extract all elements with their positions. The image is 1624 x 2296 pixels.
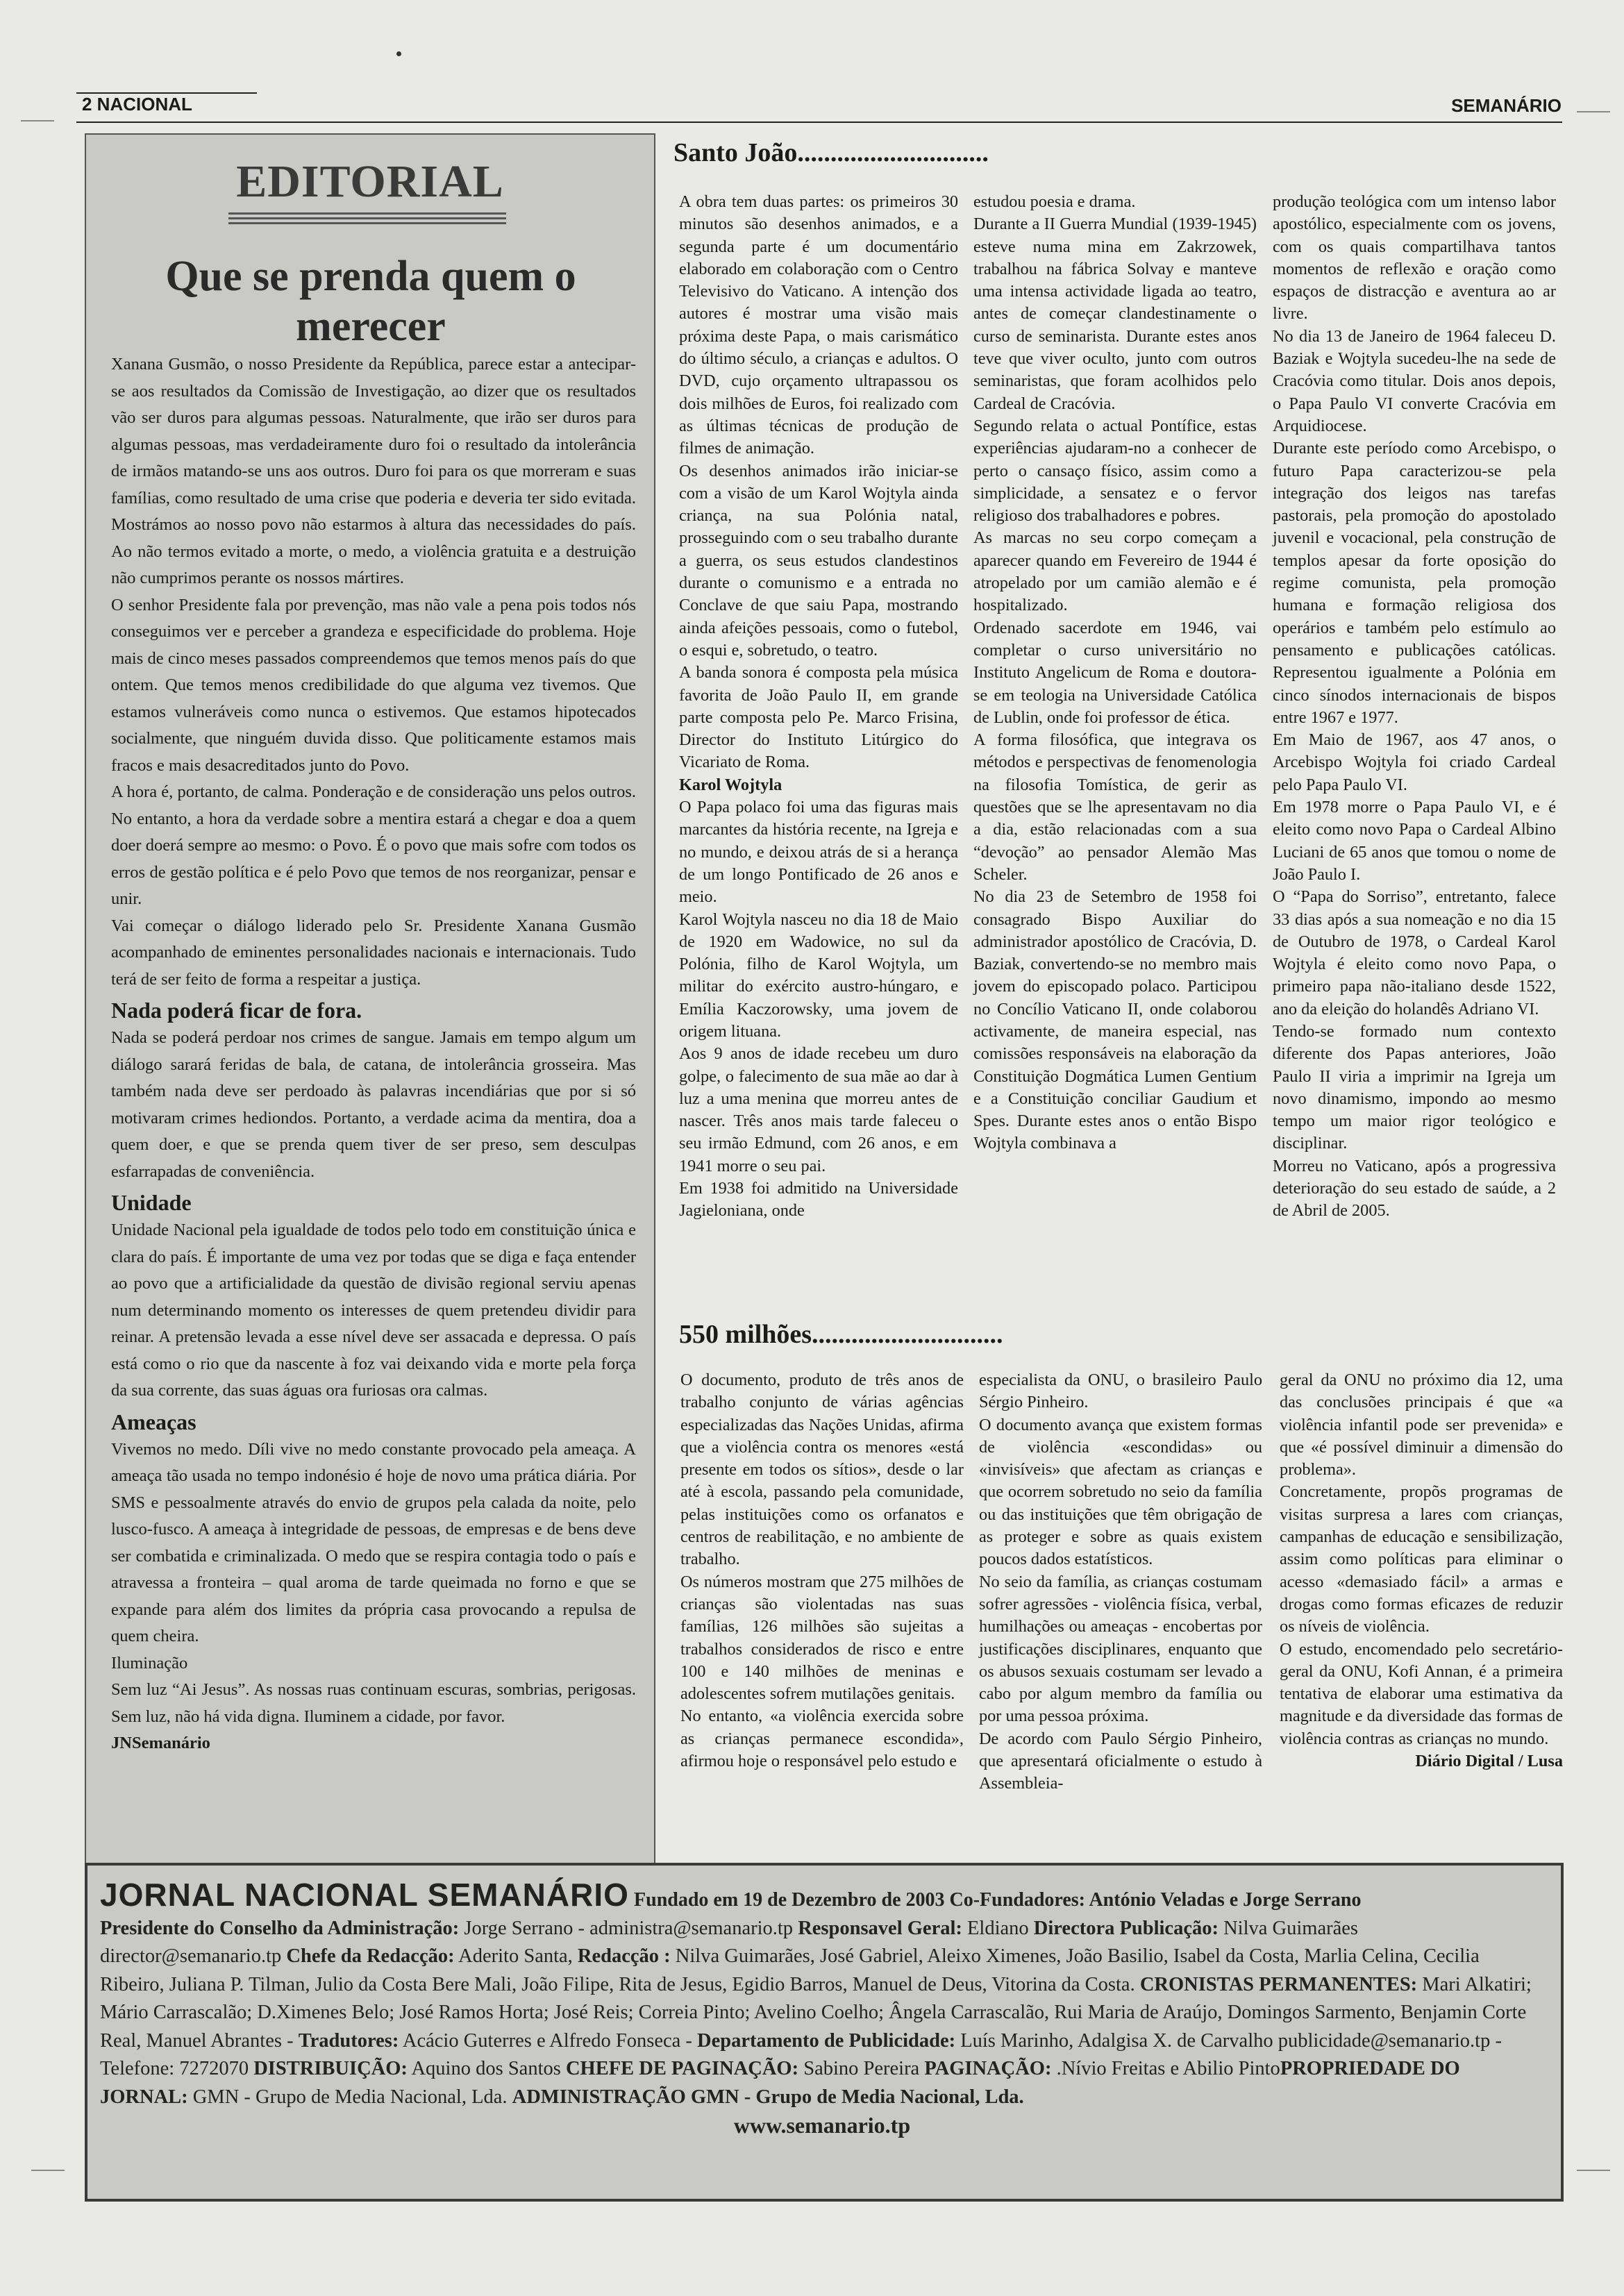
margin-mark [31, 2170, 65, 2171]
credit-key: PAGINAÇÃO: [924, 2058, 1052, 2079]
editorial-box [85, 133, 655, 1866]
editorial-label: EDITORIAL [236, 156, 504, 207]
credit-value: Nilva Guimarães, José Gabriel, Aleixo Ximenes, João Basilio, Isabel da Costa, Marlia Celina, Cecilia Ribeiro, Juliana P. Tilman, Julio da Costa Bere Mali, João Filipe, Rita de Jesus, Egidio Barros, Manuel de Deus, Vitorina da Costa. [100, 1945, 1480, 1995]
article-paragraph: A obra tem duas partes: os primeiros 30 minutos são desenhos animados, e a segunda parte é um documentário elaborado em colaboração com o Centro Televisivo do Vaticano. A intenção dos autores é mostrar uma visão mais próxima deste Papa, o mais carismático do último século, a crianças e adultos. O DVD, cujo orçamento ultrapassou os dois milhões de Euros, foi realizado com as últimas técnicas de produção de filmes de animação. [679, 192, 958, 458]
article-paragraph: Aos 9 anos de idade recebeu um duro golpe, o falecimento de sua mãe ao dar à luz a uma menina que morreu antes de nascer. Três anos mais tarde faleceu o seu irmão Edmund, com 26 anos, e em 1941 morre o seu pai. [679, 1044, 958, 1175]
article-paragraph: Tendo-se formado num contexto diferente dos Papas anteriores, João Paulo II viria a imprimir na Igreja um novo dinamismo, impondo ao mesmo tempo um maior rigor teológico e disciplinar. [1273, 1021, 1556, 1153]
masthead-name: JORNAL NACIONAL SEMANÁRIO [100, 1877, 629, 1913]
article-paragraph: O documento avança que existem formas de violência «escondidas» ou «invisíveis» que afectam as crianças e que ocorrem sobretudo no seio da família ou das instituições que têm obrigação de as proteger e sobre as quais existem poucos dados estatísticos. [979, 1415, 1262, 1569]
credit-key: DISTRIBUIÇÃO: [253, 2058, 408, 2079]
milhoes-column-2 [979, 1369, 1262, 1795]
masthead-founded: Fundado em 19 de Dezembro de 2003 Co-Fundadores: António Veladas e Jorge Serrano [634, 1889, 1362, 1911]
article-paragraph: Os desenhos animados irão iniciar-se com a visão de um Karol Wojtyla ainda criança, na sua Polónia natal, prosseguindo com o seu trabalho durante a guerra, os seus estudos clandestinos durante o comunismo e a entrada no Conclave de que saiu Papa, mostrando ainda afeições pessoais, como o futebol, o esqui e, sobretudo, o teatro. [679, 461, 958, 660]
article-paragraph: produção teológica com um intenso labor apostólico, especialmente com os jovens, com os quais compartilhava tantos momentos de reflexão e oração como espaços de distracção e aventura ao ar livre. [1273, 192, 1556, 324]
credit-value: GMN - Grupo de Media Nacional, Lda. [187, 2086, 512, 2108]
article-paragraph: geral da ONU no próximo dia 12, uma das conclusões principais é que «a violência infantil pode ser prevenida» e que «é possível diminuir a dimensão do problema». [1280, 1371, 1563, 1480]
margin-mark [1577, 2170, 1610, 2171]
editorial-paragraph: Vivemos no medo. Díli vive no medo constante provocado pela ameaça. A ameaça tão usada no tempo indonésio é hoje de novo uma prática diária. Por SMS e pessoalmente através do envio de grupos pela calada da noite, pelo lusco-fusco. A ameaça à integridade de pessoas, de empresas e de bens deve ser combatida e criminalizada. O medo que se respira contagia todo o país e atravessa a fronteira – qual aroma de tarde queimada no forno e que se expande para além dos limites da própria casa provocando a repulsa de quem cheira. [111, 1439, 636, 1645]
credit-key: Presidente do Conselho da Administração: [100, 1917, 460, 1939]
article-paragraph: No entanto, «a violência exercida sobre as crianças permanece escondida», afirmou hoje o responsável pelo estudo e [680, 1707, 964, 1771]
credit-key: Directora Publicação: [1033, 1917, 1219, 1939]
editorial-paragraph: A hora é, portanto, de calma. Ponderação e de consideração uns pelos outros. No entanto, a hora da verdade sobre a mentira estará a chegar e doa a quem doer doerá sempre ao mesmo: o Povo. É o povo que mais sofre com todos os erros de gestão política e é pelo Povo que temos de nos reorganizar, pensar e unir. [111, 782, 636, 908]
editorial-paragraph: Vai começar o diálogo liderado pelo Sr. Presidente Xanana Gusmão acompanhado de eminentes personalidades nacionais e internacionais. Tudo terá de ser feito de forma a respeitar a justiça. [111, 916, 636, 989]
credit-value: .Nívio Freitas e Abilio Pinto [1051, 2058, 1280, 2079]
editorial-paragraph: Nada se poderá perdoar nos crimes de sangue. Jamais em tempo algum um diálogo sarará feridas de bala, de catana, de intolerância grosseira. Mas também nada deve ser perdoado às palavras incendiárias que por si só motivaram crimes hediondos. Portanto, a verdade acima da mentira, doa a quem doer, e que se prenda quem tiver de ser preso, sem desculpas esfarrapadas de conveniência. [111, 1028, 636, 1181]
credit-key: Responsavel Geral: [798, 1917, 962, 1939]
article-paragraph: O documento, produto de três anos de trabalho conjunto de várias agências especializadas das Nações Unidas, afirma que a violência contra os menores «está presente em todos os sítios», desde o lar até à escola, passando pela comunidade, pelas instituições como os orfanatos e centros de reabilitação, e no ambiente de trabalho. [680, 1371, 964, 1569]
credit-value: Aquino dos Santos [407, 2058, 566, 2079]
credit-value: Mari Alkatiri; Mário Carrascalão; D.Ximenes Belo; José Ramos Horta; José Reis; Correia Pinto; Avelino Coelho; Ângela Carrascalão, Rui Maria de Araújo, Domingos Sarmento, Benjamin Corte Real, Manuel Abrantes - [100, 1973, 1532, 2052]
article-paragraph: Os números mostram que 275 milhões de crianças são violentadas nas suas famílias, 126 milhões são sujeitas a trabalhos considerados de risco e entre 100 e 140 milhões de meninas e adolescentes sofrem mutilações genitais. [680, 1572, 964, 1704]
milhoes-column-1 [680, 1369, 964, 1773]
masthead-box [85, 1863, 1564, 2202]
article-paragraph: Morreu no Vaticano, após a progressiva deterioração do seu estado de saúde, a 2 de Abril de 2005. [1273, 1156, 1556, 1221]
article-paragraph: De acordo com Paulo Sérgio Pinheiro, que apresentará oficialmente o estudo à Assembleia- [979, 1729, 1262, 1793]
article-paragraph: O “Papa do Sorriso”, entretanto, falece 33 dias após a sua nomeação e no dia 15 de Outubro de 1978, o Cardeal Karol Wojtyla é eleito como novo Papa, o primeiro papa não-italiano desde 1522, ano da eleição do holandês Adriano VI. [1273, 887, 1556, 1019]
masthead-credits [100, 1915, 1544, 2112]
credit-key: Redacção : [577, 1945, 671, 1967]
milhoes-column-3 [1280, 1369, 1563, 1773]
editorial-paragraph: Iluminação [111, 1653, 188, 1673]
credit-value: Jorge Serrano - administra@semanario.tp [459, 1917, 798, 1939]
article-source: Diário Digital / Lusa [1415, 1752, 1563, 1771]
header-rule [76, 121, 1562, 123]
milhoes-heading: 550 milhões............................. [679, 1320, 1003, 1349]
page-section-label: 2 NACIONAL [82, 94, 192, 115]
santo-joao-column-1 [679, 191, 958, 1223]
article-paragraph: O Papa polaco foi uma das figuras mais marcantes da história recente, na Igreja e no mundo, e deixou atrás de si a herança de um longo Pontificado de 26 anos e meio. [679, 798, 958, 907]
editorial-rule [228, 217, 506, 219]
margin-mark [21, 120, 54, 121]
article-paragraph: estudou poesia e drama. [973, 192, 1136, 211]
santo-joao-heading: Santo João............................. [673, 138, 989, 167]
article-paragraph: Segundo relata o actual Pontífice, estas experiências ajudaram-no a conhecer de perto o cansaço físico, assim como a simplicidade, a sensatez e o fervor religioso dos trabalhadores e pobres. [973, 416, 1257, 526]
article-paragraph: No dia 13 de Janeiro de 1964 faleceu D. Baziak e Wojtyla sucedeu-lhe na sede de Cracóvia como titular. Dois anos depois, o Papa Paulo VI converte Cracóvia em Arquidiocese. [1273, 326, 1556, 435]
article-paragraph: Karol Wojtyla nasceu no dia 18 de Maio de 1920 em Wadowice, no sul da Polónia, filho de Karol Wojtyla, um militar do exército austro-húngaro, e Emília Kaczorowsky, uma jovem de origem lituana. [679, 910, 958, 1041]
article-paragraph: Durante este período como Arcebispo, o futuro Papa caracterizou-se pela integração dos leigos nas tarefas pastorais, pela promoção do apostolado juvenil e vocacional, pela construção de templos apesar da forte oposição do regime comunista, pela promoção humana e formação religiosa dos operários e também pelo estímulo ao pensamento e publicações católicas. Representou igualmente a Polónia em cinco sínodos internacionais de bispos entre 1967 e 1977. [1273, 439, 1556, 727]
article-paragraph: Em 1978 morre o Papa Paulo VI, e é eleito como novo Papa o Cardeal Albino Luciani de 65 anos que tomou o nome de João Paulo I. [1273, 798, 1556, 884]
article-paragraph: Durante a II Guerra Mundial (1939-1945) esteve numa mina em Zakrzowek, trabalhou na fábrica Solvay e manteve uma intensa actividade ligada ao teatro, antes de começar clandestinamente o curso de seminarista. Durante estes anos teve que viver oculto, junto com outros seminaristas, que foram acolhidos pelo Cardeal de Cracóvia. [973, 215, 1257, 413]
santo-joao-column-2 [973, 191, 1257, 1155]
editorial-subheading: Nada poderá ficar de fora. [111, 998, 362, 1023]
credit-value: Sabino Pereira [798, 2058, 925, 2079]
paper-name: SEMANÁRIO [1451, 95, 1562, 116]
website-link[interactable]: www.semanario.tp [733, 2113, 911, 2138]
article-paragraph: No seio da família, as crianças costumam sofrer agressões - violência física, verbal, humilhações ou ameaças - encobertas por justificações disciplinares, enquanto que os abusos sexuais costumam ser levado a cabo por algum membro da família ou por uma pessoa próxima. [979, 1572, 1262, 1726]
editorial-paragraph: Unidade Nacional pela igualdade de todos pelo todo em constituição única e clara do país. É importante de uma vez por todas que se diga e faça entender ao povo que a artificialidade da questão de divisão regional serviu apenas num determinando momento os interesses de quem pretendeu dividir para reinar. A pretensão levada a esse nível deve ser assacada e depressa. O país está como o rio que da nascente à foz vai deixando vida e morte pela força da sua corrente, das suas águas ora furiosas ora calmas. [111, 1221, 636, 1400]
article-paragraph: Concretamente, propõs programas de visitas surpresa a lares com crianças, campanhas de educação e sensibilização, assim como políticas para eliminar o acesso «demasiado fácil» a armas e drogas como formas eficazes de reduzir os níveis de violência. [1280, 1482, 1563, 1636]
article-paragraph: Ordenado sacerdote em 1946, vai completar o curso universitário no Instituto Angelicum de Roma e doutora- se em teologia na Universidade Católica de Lublin, onde foi professor de ética. [973, 618, 1257, 727]
article-paragraph: No dia 23 de Setembro de 1958 foi consagrado Bispo Auxiliar do administrador apostólico de Cracóvia, D. Baziak, convertendo-se no membro mais jovem do episcopado polaco. Participou no Concílio Vaticano II, onde colaborou activamente, de maneira especial, nas comissões responsáveis na elaboração da Constituição Dogmática Lumen Gentium e a Constituição conciliar Gaudium et Spes. Durante estes anos o então Bispo Wojtyla combinava a [973, 887, 1257, 1153]
article-paragraph: O estudo, encomendado pelo secretário-geral da ONU, Kofi Annan, é a primeira tentativa de elaborar uma estimativa da magnitude e da diversidade das formas de violência contras as crianças no mundo. [1280, 1639, 1563, 1748]
editorial-rule [228, 212, 506, 215]
credit-key: CRONISTAS PERMANENTES: [1139, 1973, 1418, 1995]
article-paragraph: As marcas no seu corpo começam a aparecer quando em Fevereiro de 1944 é atropelado por um camião alemão e é hospitalizado. [973, 528, 1257, 615]
editorial-title: Que se prenda quem o merecer [165, 253, 576, 350]
masthead-title-line [100, 1877, 1544, 1915]
margin-mark [1577, 111, 1610, 112]
editorial-rule [228, 222, 506, 224]
santo-joao-column-3 [1273, 191, 1556, 1223]
credit-value: Luís Marinho, Adalgisa X. de Carvalho publicidade@semanario.tp - Telefone: 7272070 [100, 2029, 1502, 2079]
credit-key: CHEFE DE PAGINAÇÃO: [565, 2058, 799, 2079]
editorial-body [111, 351, 636, 1757]
editorial-paragraph: Xanana Gusmão, o nosso Presidente da República, parece estar a antecipar-se aos resultados da Comissão de Investigação, ao dizer que os resultados vão ser duros para algumas pessoas. Naturalmente, que irão ser duros para algumas pessoas, mas verdadeiramente duro foi o resultado da intolerância de irmãos matando-se uns aos outros. Duro foi para os que morreram e suas famílias, como resultado de uma crise que poderia e deveria ter sido evitada. Mostrámos ao nosso povo não estarmos à altura das necessidades do país. Ao não termos evitado a morte, o medo, a violência gratuita e a destruição não cumprimos perante os nossos mártires. [111, 355, 636, 587]
editorial-subheading: Ameaças [111, 1409, 196, 1434]
credit-key: ADMINISTRAÇÃO GMN - Grupo de Media Nacional, Lda. [512, 2086, 1024, 2108]
credit-value: Acácio Guterres e Alfredo Fonseca - [399, 2029, 698, 2052]
masthead-text [100, 1877, 1544, 2140]
article-paragraph: especialista da ONU, o brasileiro Paulo Sérgio Pinheiro. [979, 1371, 1262, 1412]
credit-key: PROPRIEDADE DO JORNAL: [100, 2058, 1460, 2108]
article-paragraph: Em Maio de 1967, aos 47 anos, o Arcebispo Wojtyla foi criado Cardeal pelo Papa Paulo VI. [1273, 730, 1556, 794]
editorial-signature: JNSemanário [111, 1734, 210, 1752]
article-subheading: Karol Wojtyla [679, 775, 782, 794]
editorial-subheading: Unidade [111, 1190, 192, 1215]
editorial-paragraph: Sem luz “Ai Jesus”. As nossas ruas continuam escuras, sombrias, perigosas. Sem luz, não há vida digna. Iluminem a cidade, por favor. [111, 1680, 636, 1726]
article-paragraph: A banda sonora é composta pela música favorita de João Paulo II, em grande parte composta pelo Pe. Marco Frisina, Director do Instituto Litúrgico do Vicariato de Roma. [679, 663, 958, 772]
article-paragraph: Em 1938 foi admitido na Universidade Jagieloniana, onde [679, 1179, 958, 1221]
editorial-paragraph: O senhor Presidente fala por prevenção, mas não vale a pena pois todos nós conseguimos ver e perceber a grandeza e especificidade do problema. Hoje mais de cinco meses passados compreendemos que temos menos país do que ontem. Que temos menos credibilidade do que alguma vez tivemos. Que estamos vulneráveis como nunca o estivemos. Que estamos hipotecados socialmente, que ninguém duvida disso. Que politicamente estamos mais fracos e mais desacreditados junto do Povo. [111, 595, 636, 775]
credit-value: Nilva Guimarães director@semanario.tp [100, 1917, 1358, 1967]
credit-key: Chefe da Redacção: [286, 1945, 455, 1967]
print-dot [396, 51, 401, 56]
article-paragraph: A forma filosófica, que integrava os métodos e perspectivas de fenomenologia na filosofia Tomística, de gerir as questões que se lhe apresentavam no dia a dia, estão relacionadas com a sua “devoção” ao pensador Alemão Mas Scheler. [973, 730, 1257, 884]
credit-key: Departamento de Publicidade: [697, 2029, 956, 2052]
credit-value: Eldiano [962, 1917, 1034, 1939]
credit-value: Aderito Santa, [454, 1945, 578, 1967]
credit-key: Tradutores: [298, 2029, 399, 2052]
